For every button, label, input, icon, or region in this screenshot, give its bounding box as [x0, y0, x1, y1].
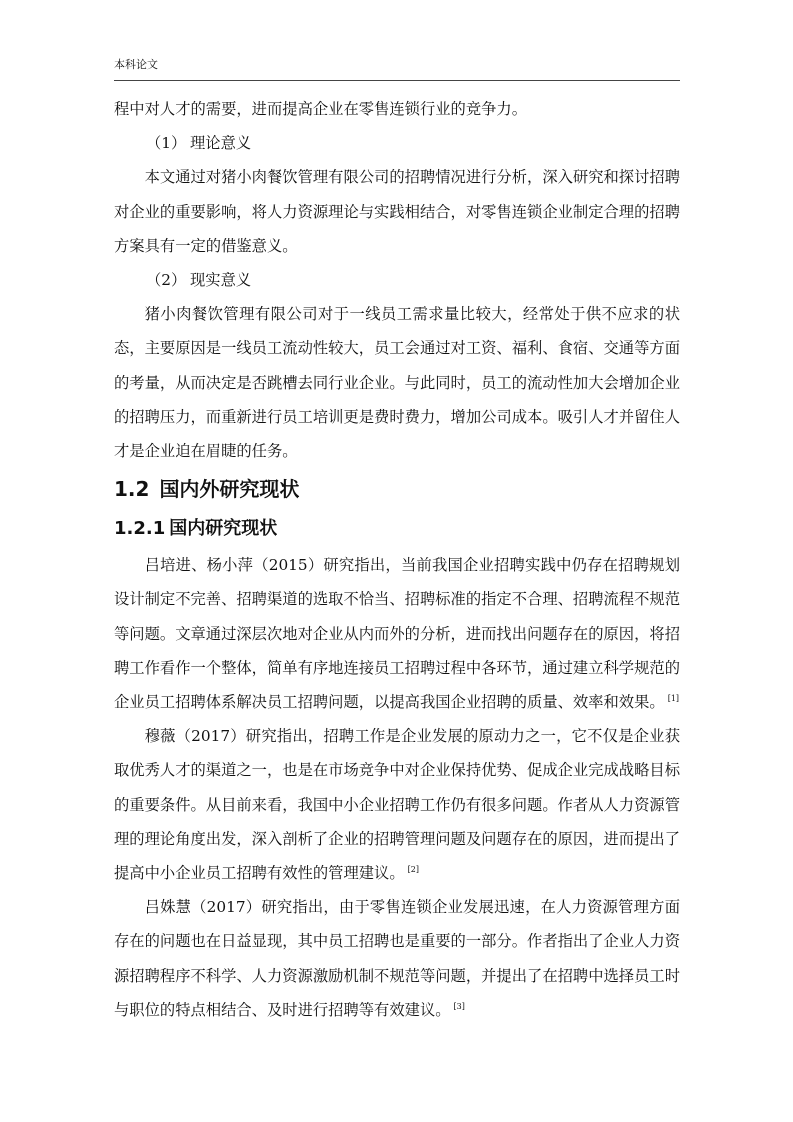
item-number: （1）: [146, 134, 187, 153]
citation-ref-1[interactable]: [1]: [667, 694, 680, 704]
paragraph-text: 穆薇（2017）研究指出，招聘工作是企业发展的原动力之一，它不仅是企业获取优秀人才的渠道之一，也是在市场竞争中对企业保持优势、促成企业完成战略目标的重要条件。从目前来看，我国中小企业招聘工作仍有很多问题。作者从人力资源管理的理论角度出发，深入剖析了企业的招聘管理问题及问题存在的原因，进而提出了提高中小企业员工招聘有效性的管理建议。: [114, 727, 680, 883]
item-label: 理论意义: [190, 134, 252, 153]
item-label: 现实意义: [190, 271, 252, 290]
paragraph-text: 吕培进、杨小萍（2015）研究指出，当前我国企业招聘实践中仍存在招聘规划设计制定不完善、招聘渠道的选取不恰当、招聘标准的指定不合理、招聘流程不规范等问题。文章通过深层次地对企业从内而外的分析，进而找出问题存在的原因，将招聘工作看作一个整体，简单有序地连接员工招聘过程中各环节，通过建立科学规范的企业员工招聘体系解决员工招聘问题，以提高我国企业招聘的质量、效率和效果。: [114, 556, 680, 712]
section-heading-1-2-1: [114, 510, 680, 548]
section-number: 1.2.1: [114, 518, 166, 540]
citation-ref-2[interactable]: [2]: [407, 865, 419, 875]
section-number: 1.2: [114, 477, 150, 502]
header-rule: [114, 80, 680, 81]
section-heading-1-2: [114, 468, 680, 510]
section-title: 国内外研究现状: [159, 477, 300, 502]
citation-ref-3[interactable]: [3]: [453, 1001, 465, 1011]
paragraph-practical: 猪小肉餐饮管理有限公司对于一线员工需求量比较大，经常处于供不应求的状态，主要原因是一线员工流动性较大，员工会通过对工资、福利、食宿、交通等方面的考量，从而决定是否跳槽去同行业企业。与此同时，员工的流动性加大会增加企业的招聘压力，而重新进行员工培训更是费时费力，增加公司成本。吸引人才并留住人才是企业迫在眉睫的任务。: [114, 305, 680, 461]
paragraph-lv-peijin: [114, 548, 680, 719]
paragraph-lv-shuhui: [114, 890, 680, 1027]
paragraph-text: 吕姝慧（2017）研究指出，由于零售连锁企业发展迅速，在人力资源管理方面存在的问题也在日益显现，其中员工招聘也是重要的一部分。作者指出了企业人力资源招聘程序不科学、人力资源激励机制不规范等问题，并提出了在招聘中选择员工时与职位的特点相结合、及时进行招聘等有效建议。: [114, 898, 680, 1019]
section-title: 国内研究现状: [169, 518, 278, 540]
subheading-practical-significance: [114, 263, 680, 297]
paragraph-continued: 程中对人才的需要，进而提高企业在零售连锁行业的竞争力。: [114, 100, 528, 118]
item-number: （2）: [146, 271, 187, 290]
body-content: [114, 92, 680, 1027]
paragraph-mu-wei: [114, 719, 680, 890]
paragraph-theoretical: 本文通过对猪小肉餐饮管理有限公司的招聘情况进行分析，深入研究和探讨招聘对企业的重要影响，将人力资源理论与实践相结合，对零售连锁企业制定合理的招聘方案具有一定的借鉴意义。: [114, 168, 680, 255]
running-header: 本科论文: [114, 58, 158, 71]
subheading-theoretical-significance: [114, 126, 680, 160]
